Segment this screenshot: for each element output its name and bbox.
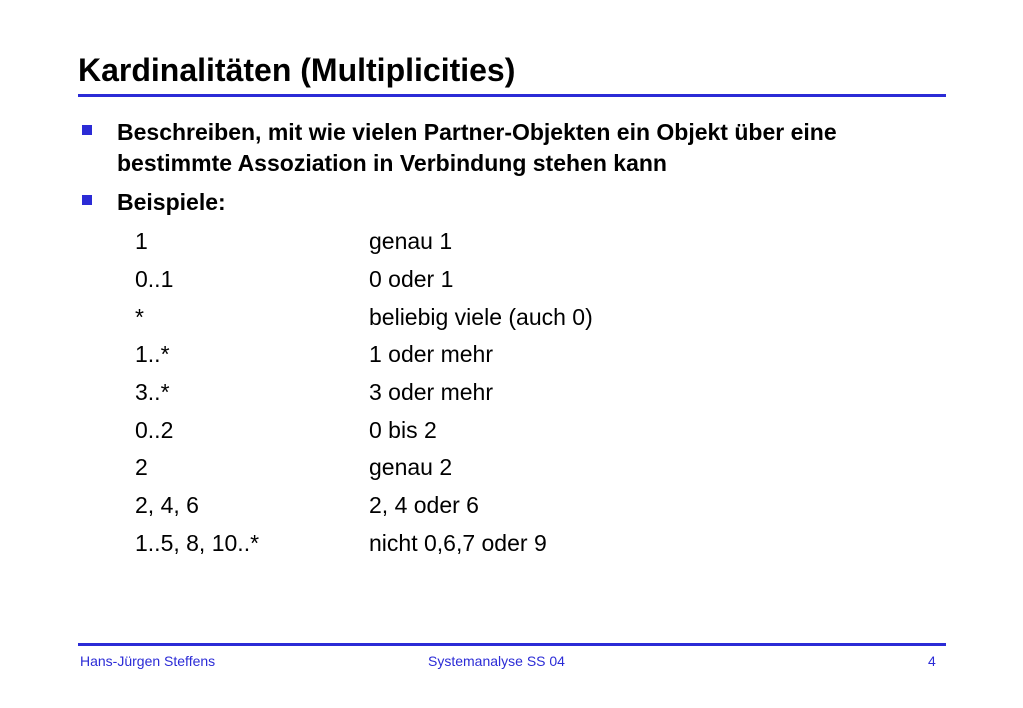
footer-course: Systemanalyse SS 04 xyxy=(428,653,565,669)
bullet-text-1a: Beschreiben, mit wie vielen Partner-Objekten ein Objekt über eine xyxy=(117,119,837,145)
example-row xyxy=(135,525,593,563)
multiplicity-meaning: 3 oder mehr xyxy=(369,379,494,406)
bullet-text-2: Beispiele: xyxy=(117,189,226,215)
example-row xyxy=(135,223,593,261)
multiplicity-code: 1..* xyxy=(135,341,170,368)
multiplicity-meaning: 2, 4 oder 6 xyxy=(369,492,479,519)
multiplicity-meaning: beliebig viele (auch 0) xyxy=(369,303,593,330)
multiplicity-code: 2, 4, 6 xyxy=(135,492,199,519)
example-row xyxy=(135,374,593,412)
multiplicity-meaning: 1 oder mehr xyxy=(369,341,494,368)
example-row xyxy=(135,336,593,374)
multiplicity-meaning: 0 bis 2 xyxy=(369,416,437,443)
example-row xyxy=(135,411,593,449)
example-row xyxy=(135,261,593,299)
multiplicity-code: 1..5, 8, 10..* xyxy=(135,529,260,556)
footer-author: Hans-Jürgen Steffens xyxy=(80,653,216,669)
title-divider xyxy=(78,94,946,97)
slide-title: Kardinalitäten (Multiplicities) xyxy=(78,52,516,88)
multiplicity-meaning: nicht 0,6,7 oder 9 xyxy=(369,529,547,556)
footer-divider xyxy=(78,643,946,646)
multiplicity-meaning: 0 oder 1 xyxy=(369,266,454,293)
square-bullet-icon xyxy=(82,195,92,205)
examples-list xyxy=(135,223,593,562)
example-row xyxy=(135,449,593,487)
footer-page-number: 4 xyxy=(928,653,936,669)
multiplicity-code: 0..2 xyxy=(135,416,174,443)
multiplicity-code: 2 xyxy=(135,454,148,481)
square-bullet-icon xyxy=(82,125,92,135)
multiplicity-meaning: genau 2 xyxy=(369,454,453,481)
example-row xyxy=(135,298,593,336)
multiplicity-code: 0..1 xyxy=(135,266,174,293)
multiplicity-code: 1 xyxy=(135,228,148,255)
multiplicity-code: * xyxy=(135,303,144,330)
multiplicity-code: 3..* xyxy=(135,379,170,406)
multiplicity-meaning: genau 1 xyxy=(369,228,453,255)
example-row xyxy=(135,487,593,525)
bullet-text-1b: bestimmte Assoziation in Verbindung stehen kann xyxy=(117,150,667,176)
